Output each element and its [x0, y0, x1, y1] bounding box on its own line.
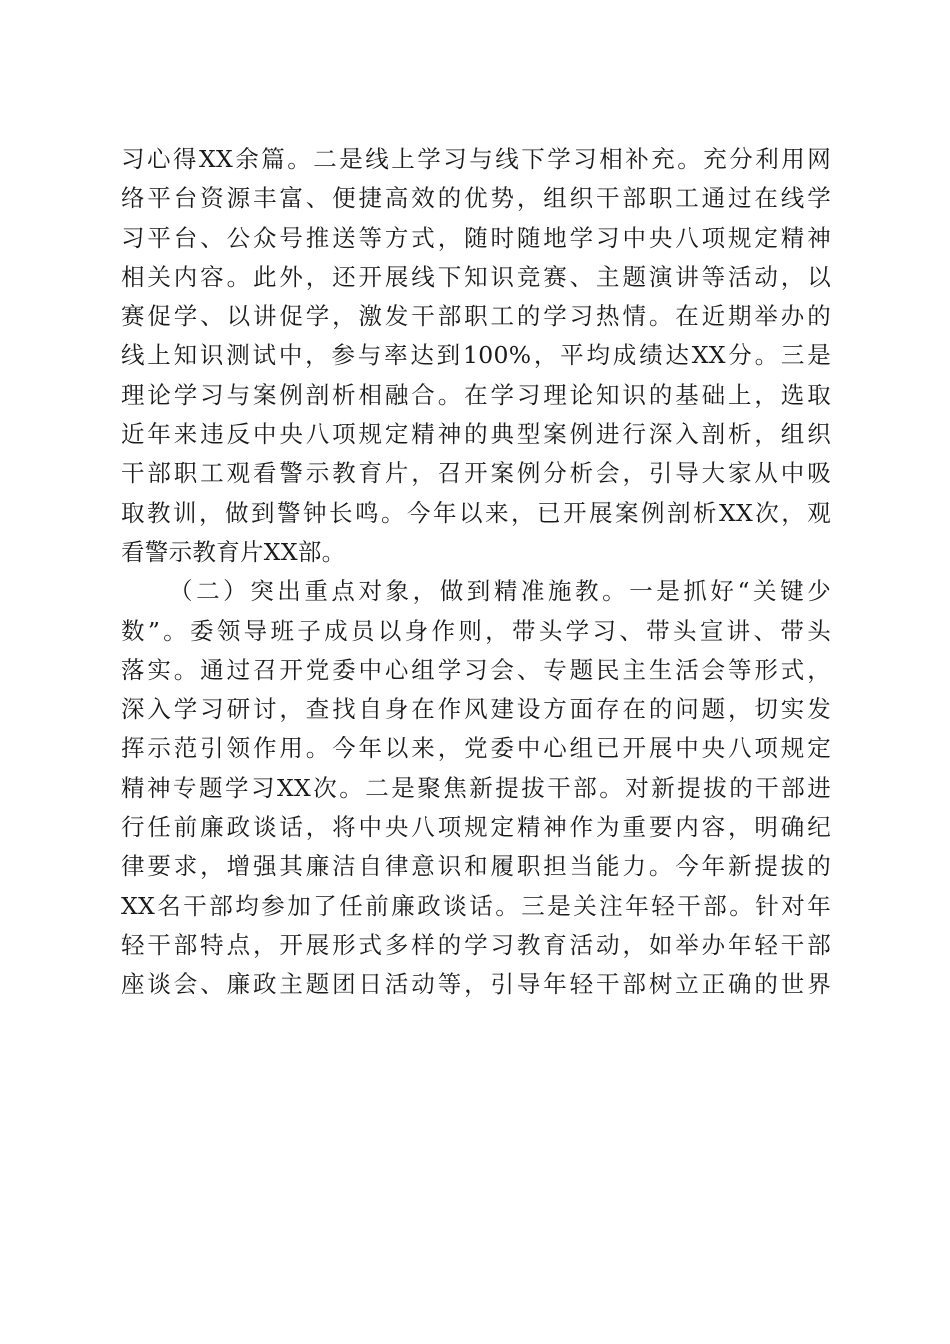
text-line: 近年来违反中央八项规定精神的典型案例进行深入剖析，组织 [121, 420, 831, 449]
text-line: 习平台、公众号推送等方式，随时随地学习中央八项规定精神 [121, 223, 831, 252]
text-line: 取教训，做到警钟长鸣。今年以来，已开展案例剖析XX次，观 [121, 498, 831, 527]
text-line: 相关内容。此外，还开展线下知识竞赛、主题演讲等活动，以 [121, 262, 831, 291]
text-line: XX名干部均参加了任前廉政谈话。三是关注年轻干部。针对年 [121, 891, 831, 920]
text-line: 数”。委领导班子成员以身作则，带头学习、带头宣讲、带头 [121, 616, 831, 645]
text-line: 行任前廉政谈话，将中央八项规定精神作为重要内容，明确纪 [121, 813, 831, 842]
text-line: 落实。通过召开党委中心组学习会、专题民主生活会等形式， [121, 655, 831, 684]
text-line: 络平台资源丰富、便捷高效的优势，组织干部职工通过在线学 [121, 184, 831, 213]
text-line: 挥示范引领作用。今年以来，党委中心组已开展中央八项规定 [121, 734, 831, 763]
body-text [121, 140, 831, 1005]
text-line: 律要求，增强其廉洁自律意识和履职担当能力。今年新提拔的 [121, 852, 831, 881]
text-line: 理论学习与案例剖析相融合。在学习理论知识的基础上，选取 [121, 380, 831, 409]
text-line: 习心得XX余篇。二是线上学习与线下学习相补充。充分利用网 [121, 145, 831, 173]
text-line: 线上知识测试中，参与率达到100%，平均成绩达XX分。三是 [121, 341, 831, 370]
text-line: 深入学习研讨，查找自身在作风建设方面存在的问题，切实发 [121, 695, 831, 724]
text-line: 干部职工观看警示教育片，召开案例分析会，引导大家从中吸 [121, 459, 831, 488]
section-heading-line: （二）突出重点对象，做到精准施教。一是抓好“关键少 [169, 577, 831, 606]
text-line: 赛促学、以讲促学，激发干部职工的学习热情。在近期举办的 [121, 302, 831, 331]
text-line: 看警示教育片XX部。 [121, 537, 346, 566]
text-line: 轻干部特点，开展形式多样的学习教育活动，如举办年轻干部 [121, 930, 831, 959]
text-line: 座谈会、廉政主题团日活动等，引导年轻干部树立正确的世界 [121, 970, 831, 999]
text-line: 精神专题学习XX次。二是聚焦新提拔干部。对新提拔的干部进 [121, 773, 831, 802]
